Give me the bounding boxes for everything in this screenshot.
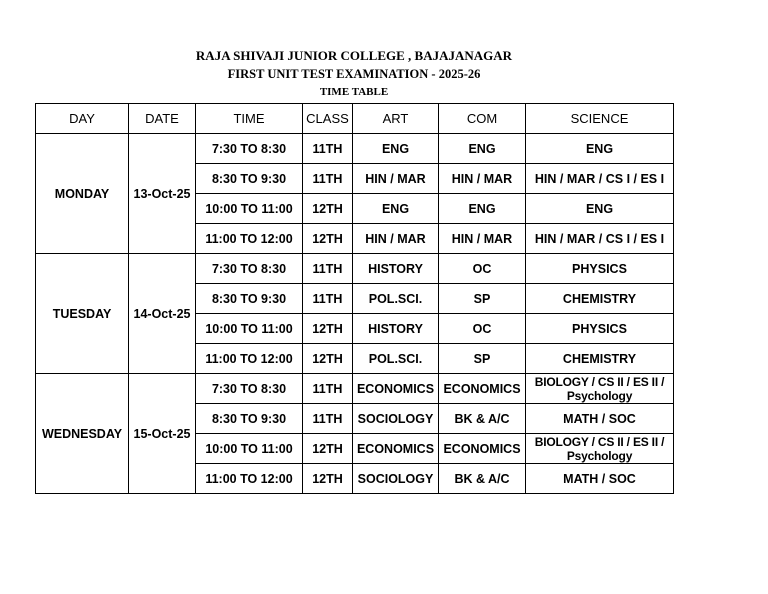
college-name: RAJA SHIVAJI JUNIOR COLLEGE , BAJAJANAGAR xyxy=(195,48,513,63)
table-row xyxy=(36,374,674,404)
time-cell: 11:00 TO 12:00 xyxy=(196,344,303,374)
date-cell: 15-Oct-25 xyxy=(129,374,196,494)
col-header-com: COM xyxy=(439,104,526,134)
com-cell: BK & A/C xyxy=(439,464,526,494)
science-cell: BIOLOGY / CS II / ES II / Psychology xyxy=(526,374,674,404)
com-cell: ECONOMICS xyxy=(439,434,526,464)
timetable xyxy=(35,103,674,494)
time-cell: 8:30 TO 9:30 xyxy=(196,404,303,434)
com-cell: ENG xyxy=(439,194,526,224)
com-cell: OC xyxy=(439,314,526,344)
science-cell: PHYSICS xyxy=(526,254,674,284)
class-cell: 12TH xyxy=(303,464,353,494)
timetable-subtitle: TIME TABLE xyxy=(319,86,389,98)
com-cell: HIN / MAR xyxy=(439,164,526,194)
art-cell: HIN / MAR xyxy=(353,224,439,254)
time-cell: 10:00 TO 11:00 xyxy=(196,434,303,464)
col-header-class: CLASS xyxy=(303,104,353,134)
time-cell: 7:30 TO 8:30 xyxy=(196,254,303,284)
time-cell: 11:00 TO 12:00 xyxy=(196,224,303,254)
header-row xyxy=(36,104,674,134)
table-row xyxy=(36,134,674,164)
com-cell: HIN / MAR xyxy=(439,224,526,254)
art-cell: POL.SCI. xyxy=(353,344,439,374)
com-cell: SP xyxy=(439,344,526,374)
art-cell: ECONOMICS xyxy=(353,374,439,404)
art-cell: POL.SCI. xyxy=(353,284,439,314)
class-cell: 11TH xyxy=(303,404,353,434)
col-header-art: ART xyxy=(353,104,439,134)
class-cell: 12TH xyxy=(303,434,353,464)
exam-title: FIRST UNIT TEST EXAMINATION - 2025-26 xyxy=(227,67,481,81)
art-cell: HISTORY xyxy=(353,314,439,344)
class-cell: 12TH xyxy=(303,314,353,344)
class-cell: 11TH xyxy=(303,374,353,404)
art-cell: ENG xyxy=(353,134,439,164)
time-cell: 10:00 TO 11:00 xyxy=(196,314,303,344)
col-header-time: TIME xyxy=(196,104,303,134)
col-header-science: SCIENCE xyxy=(526,104,674,134)
class-cell: 12TH xyxy=(303,194,353,224)
time-cell: 10:00 TO 11:00 xyxy=(196,194,303,224)
science-cell: ENG xyxy=(526,194,674,224)
com-cell: OC xyxy=(439,254,526,284)
science-cell: CHEMISTRY xyxy=(526,344,674,374)
class-cell: 11TH xyxy=(303,164,353,194)
time-cell: 7:30 TO 8:30 xyxy=(196,374,303,404)
time-cell: 8:30 TO 9:30 xyxy=(196,284,303,314)
art-cell: ENG xyxy=(353,194,439,224)
col-header-day: DAY xyxy=(36,104,129,134)
science-cell: BIOLOGY / CS II / ES II / Psychology xyxy=(526,434,674,464)
timetable-body xyxy=(36,134,674,494)
art-cell: SOCIOLOGY xyxy=(353,404,439,434)
class-cell: 11TH xyxy=(303,254,353,284)
com-cell: BK & A/C xyxy=(439,404,526,434)
science-cell: PHYSICS xyxy=(526,314,674,344)
com-cell: ENG xyxy=(439,134,526,164)
date-cell: 14-Oct-25 xyxy=(129,254,196,374)
art-cell: HIN / MAR xyxy=(353,164,439,194)
science-cell: HIN / MAR / CS I / ES I xyxy=(526,164,674,194)
class-cell: 12TH xyxy=(303,344,353,374)
science-cell: MATH / SOC xyxy=(526,464,674,494)
science-cell: HIN / MAR / CS I / ES I xyxy=(526,224,674,254)
art-cell: HISTORY xyxy=(353,254,439,284)
day-cell: WEDNESDAY xyxy=(36,374,129,494)
art-cell: ECONOMICS xyxy=(353,434,439,464)
day-cell: MONDAY xyxy=(36,134,129,254)
com-cell: SP xyxy=(439,284,526,314)
date-cell: 13-Oct-25 xyxy=(129,134,196,254)
table-row xyxy=(36,254,674,284)
art-cell: SOCIOLOGY xyxy=(353,464,439,494)
col-header-date: DATE xyxy=(129,104,196,134)
science-cell: CHEMISTRY xyxy=(526,284,674,314)
time-cell: 7:30 TO 8:30 xyxy=(196,134,303,164)
class-cell: 11TH xyxy=(303,284,353,314)
science-cell: ENG xyxy=(526,134,674,164)
class-cell: 11TH xyxy=(303,134,353,164)
time-cell: 11:00 TO 12:00 xyxy=(196,464,303,494)
time-cell: 8:30 TO 9:30 xyxy=(196,164,303,194)
day-cell: TUESDAY xyxy=(36,254,129,374)
class-cell: 12TH xyxy=(303,224,353,254)
com-cell: ECONOMICS xyxy=(439,374,526,404)
science-cell: MATH / SOC xyxy=(526,404,674,434)
